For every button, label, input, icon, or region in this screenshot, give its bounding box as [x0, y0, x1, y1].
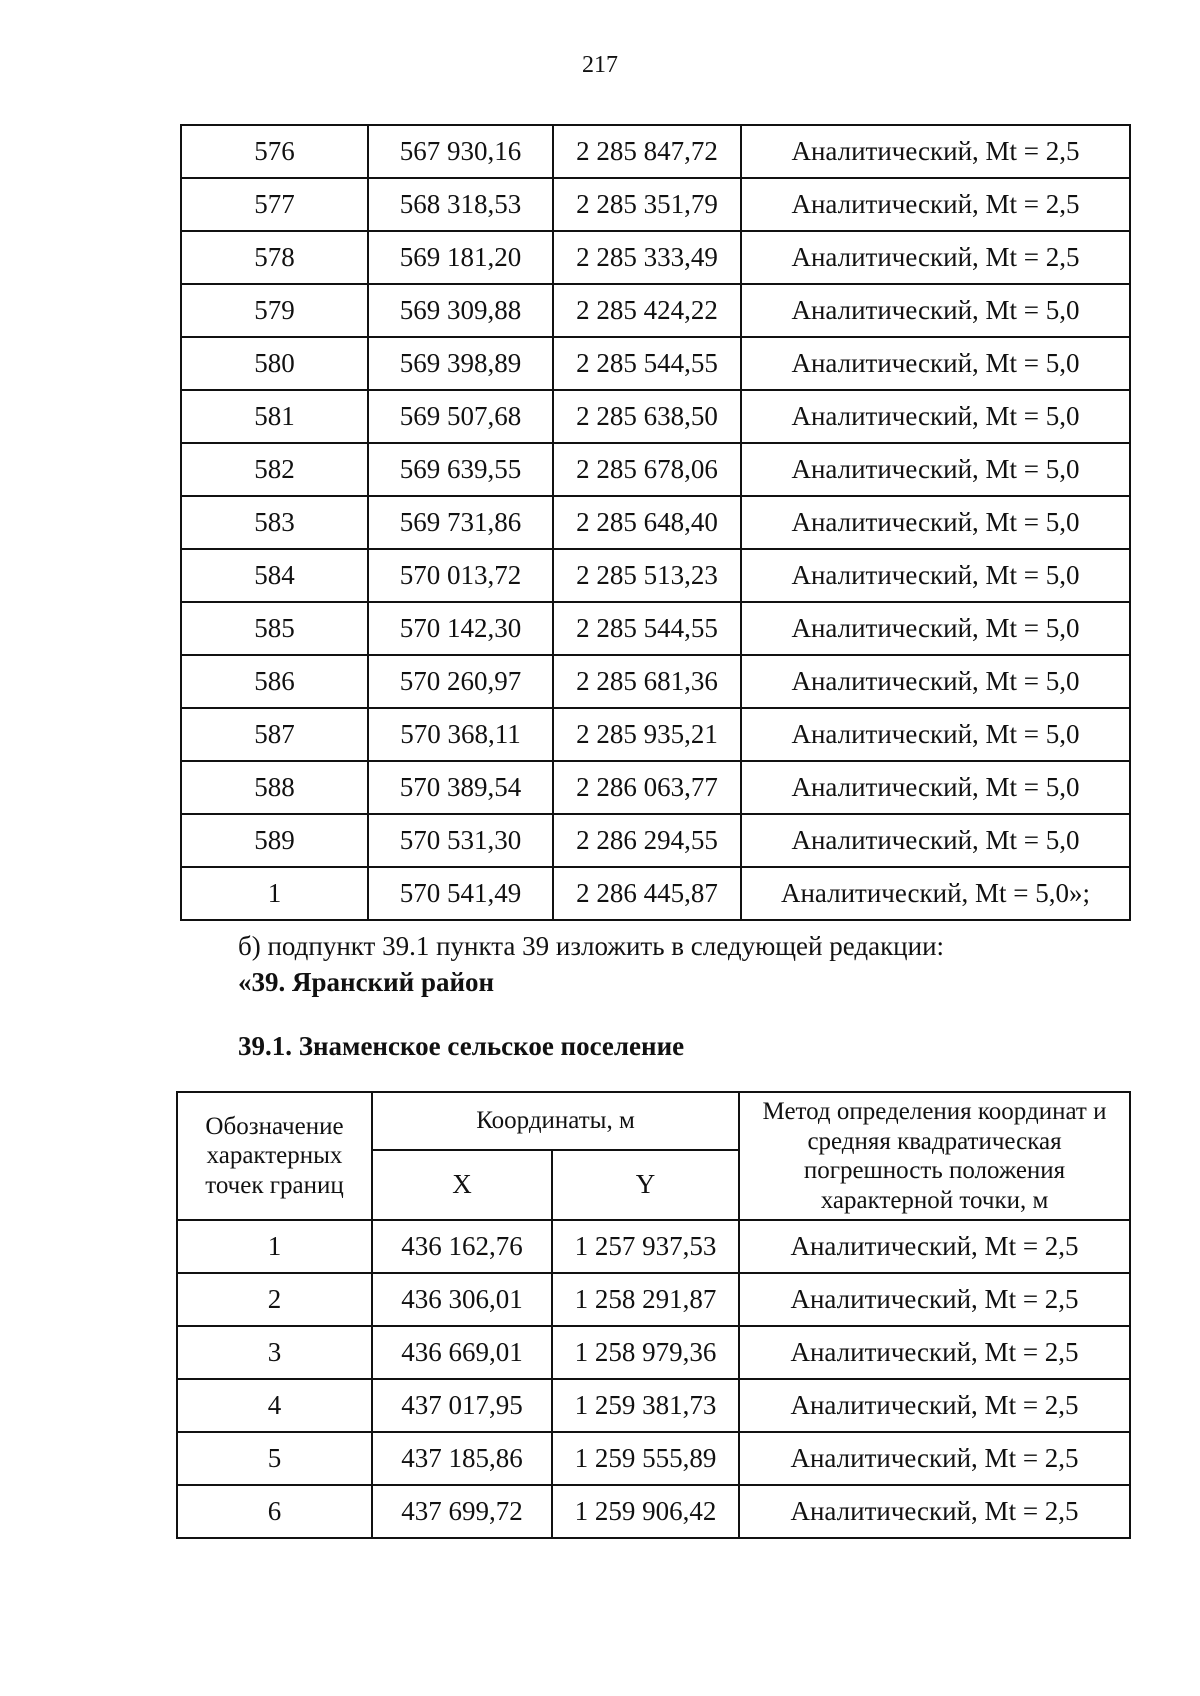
- table-row: [177, 1485, 1130, 1538]
- cell-x-coordinate: 437 699,72: [372, 1485, 552, 1538]
- table-row: [181, 814, 1130, 867]
- cell-point-number: 578: [181, 231, 368, 284]
- cell-y-coordinate: 2 286 063,77: [553, 761, 741, 814]
- cell-method: Аналитический, Mt = 5,0: [741, 814, 1130, 867]
- cell-method: Аналитический, Mt = 2,5: [739, 1432, 1130, 1485]
- cell-x-coordinate: 570 368,11: [368, 708, 553, 761]
- table-row: [181, 496, 1130, 549]
- table-row: [181, 178, 1130, 231]
- cell-point-number: 583: [181, 496, 368, 549]
- table-row: [181, 655, 1130, 708]
- cell-method: Аналитический, Mt = 2,5: [741, 125, 1130, 178]
- cell-y-coordinate: 1 259 906,42: [552, 1485, 739, 1538]
- cell-point-number: 587: [181, 708, 368, 761]
- cell-y-coordinate: 2 285 351,79: [553, 178, 741, 231]
- cell-method: Аналитический, Mt = 5,0: [741, 708, 1130, 761]
- header-coordinates: Координаты, м: [372, 1092, 739, 1150]
- cell-x-coordinate: 569 398,89: [368, 337, 553, 390]
- cell-x-coordinate: 569 181,20: [368, 231, 553, 284]
- cell-y-coordinate: 1 258 979,36: [552, 1326, 739, 1379]
- cell-y-coordinate: 1 259 381,73: [552, 1379, 739, 1432]
- cell-y-coordinate: 2 285 648,40: [553, 496, 741, 549]
- cell-method: Аналитический, Mt = 5,0: [741, 390, 1130, 443]
- cell-x-coordinate: 570 541,49: [368, 867, 553, 920]
- amendment-text: б) подпункт 39.1 пункта 39 изложить в следующей редакции:: [238, 931, 945, 961]
- cell-y-coordinate: 2 285 847,72: [553, 125, 741, 178]
- cell-point-number: 588: [181, 761, 368, 814]
- cell-point-number: 576: [181, 125, 368, 178]
- cell-x-coordinate: 570 013,72: [368, 549, 553, 602]
- cell-point-number: 581: [181, 390, 368, 443]
- cell-point-number: 3: [177, 1326, 372, 1379]
- table-header: [177, 1092, 1130, 1220]
- table-body: [181, 125, 1130, 920]
- header-point-designation: Обозначение характерных точек границ: [177, 1092, 372, 1220]
- cell-y-coordinate: 1 258 291,87: [552, 1273, 739, 1326]
- table-row: [177, 1326, 1130, 1379]
- cell-method: Аналитический, Mt = 5,0: [741, 602, 1130, 655]
- page-number: 217: [582, 52, 618, 78]
- cell-y-coordinate: 2 285 681,36: [553, 655, 741, 708]
- cell-y-coordinate: 2 285 638,50: [553, 390, 741, 443]
- cell-point-number: 1: [181, 867, 368, 920]
- cell-method: Аналитический, Mt = 5,0»;: [741, 867, 1130, 920]
- cell-x-coordinate: 437 185,86: [372, 1432, 552, 1485]
- cell-y-coordinate: 2 285 513,23: [553, 549, 741, 602]
- cell-method: Аналитический, Mt = 2,5: [741, 178, 1130, 231]
- table-row: [181, 390, 1130, 443]
- header-y: Y: [552, 1150, 739, 1220]
- cell-x-coordinate: 569 731,86: [368, 496, 553, 549]
- cell-method: Аналитический, Mt = 5,0: [741, 761, 1130, 814]
- table-row: [181, 761, 1130, 814]
- cell-point-number: 579: [181, 284, 368, 337]
- table-row: [181, 867, 1130, 920]
- table-row: [181, 602, 1130, 655]
- cell-x-coordinate: 436 669,01: [372, 1326, 552, 1379]
- cell-y-coordinate: 1 257 937,53: [552, 1220, 739, 1273]
- cell-y-coordinate: 2 285 678,06: [553, 443, 741, 496]
- cell-x-coordinate: 570 260,97: [368, 655, 553, 708]
- cell-y-coordinate: 2 285 935,21: [553, 708, 741, 761]
- cell-y-coordinate: 2 285 333,49: [553, 231, 741, 284]
- cell-x-coordinate: 570 531,30: [368, 814, 553, 867]
- cell-y-coordinate: 2 285 544,55: [553, 337, 741, 390]
- table-row: [181, 549, 1130, 602]
- table-body: [177, 1220, 1130, 1538]
- table-row: [177, 1220, 1130, 1273]
- table-row: [181, 337, 1130, 390]
- table-row: [177, 1379, 1130, 1432]
- cell-point-number: 582: [181, 443, 368, 496]
- cell-method: Аналитический, Mt = 2,5: [739, 1220, 1130, 1273]
- cell-x-coordinate: 570 389,54: [368, 761, 553, 814]
- cell-x-coordinate: 569 507,68: [368, 390, 553, 443]
- cell-x-coordinate: 436 162,76: [372, 1220, 552, 1273]
- header-method: Метод определения координат и средняя квадратическая погрешность положения характерной точки, м: [739, 1092, 1130, 1220]
- cell-point-number: 584: [181, 549, 368, 602]
- cell-method: Аналитический, Mt = 2,5: [739, 1273, 1130, 1326]
- cell-x-coordinate: 569 639,55: [368, 443, 553, 496]
- table-row: [181, 231, 1130, 284]
- cell-method: Аналитический, Mt = 2,5: [739, 1326, 1130, 1379]
- cell-x-coordinate: 436 306,01: [372, 1273, 552, 1326]
- cell-x-coordinate: 567 930,16: [368, 125, 553, 178]
- district-heading: «39. Яранский район: [238, 967, 495, 997]
- table-row: [181, 708, 1130, 761]
- table-row: [177, 1432, 1130, 1485]
- cell-point-number: 589: [181, 814, 368, 867]
- cell-x-coordinate: 569 309,88: [368, 284, 553, 337]
- cell-y-coordinate: 1 259 555,89: [552, 1432, 739, 1485]
- cell-x-coordinate: 568 318,53: [368, 178, 553, 231]
- settlement-heading: 39.1. Знаменское сельское поселение: [238, 1031, 685, 1061]
- cell-point-number: 585: [181, 602, 368, 655]
- cell-point-number: 1: [177, 1220, 372, 1273]
- cell-method: Аналитический, Mt = 5,0: [741, 337, 1130, 390]
- cell-point-number: 2: [177, 1273, 372, 1326]
- cell-point-number: 586: [181, 655, 368, 708]
- cell-y-coordinate: 2 286 294,55: [553, 814, 741, 867]
- table-row: [181, 284, 1130, 337]
- cell-point-number: 4: [177, 1379, 372, 1432]
- cell-point-number: 577: [181, 178, 368, 231]
- table-row: [177, 1273, 1130, 1326]
- cell-method: Аналитический, Mt = 5,0: [741, 284, 1130, 337]
- cell-method: Аналитический, Mt = 5,0: [741, 496, 1130, 549]
- znamenskoe-coordinates-table: [176, 1091, 1131, 1539]
- cell-method: Аналитический, Mt = 2,5: [739, 1379, 1130, 1432]
- cell-point-number: 580: [181, 337, 368, 390]
- cell-method: Аналитический, Mt = 5,0: [741, 549, 1130, 602]
- cell-y-coordinate: 2 285 544,55: [553, 602, 741, 655]
- cell-method: Аналитический, Mt = 5,0: [741, 443, 1130, 496]
- cell-method: Аналитический, Mt = 2,5: [741, 231, 1130, 284]
- cell-method: Аналитический, Mt = 2,5: [739, 1485, 1130, 1538]
- table-row: [181, 443, 1130, 496]
- table-row: [181, 125, 1130, 178]
- coordinates-table-continued: [180, 124, 1131, 921]
- cell-point-number: 6: [177, 1485, 372, 1538]
- cell-y-coordinate: 2 285 424,22: [553, 284, 741, 337]
- cell-method: Аналитический, Mt = 5,0: [741, 655, 1130, 708]
- cell-x-coordinate: 570 142,30: [368, 602, 553, 655]
- cell-y-coordinate: 2 286 445,87: [553, 867, 741, 920]
- header-x: X: [372, 1150, 552, 1220]
- cell-point-number: 5: [177, 1432, 372, 1485]
- cell-x-coordinate: 437 017,95: [372, 1379, 552, 1432]
